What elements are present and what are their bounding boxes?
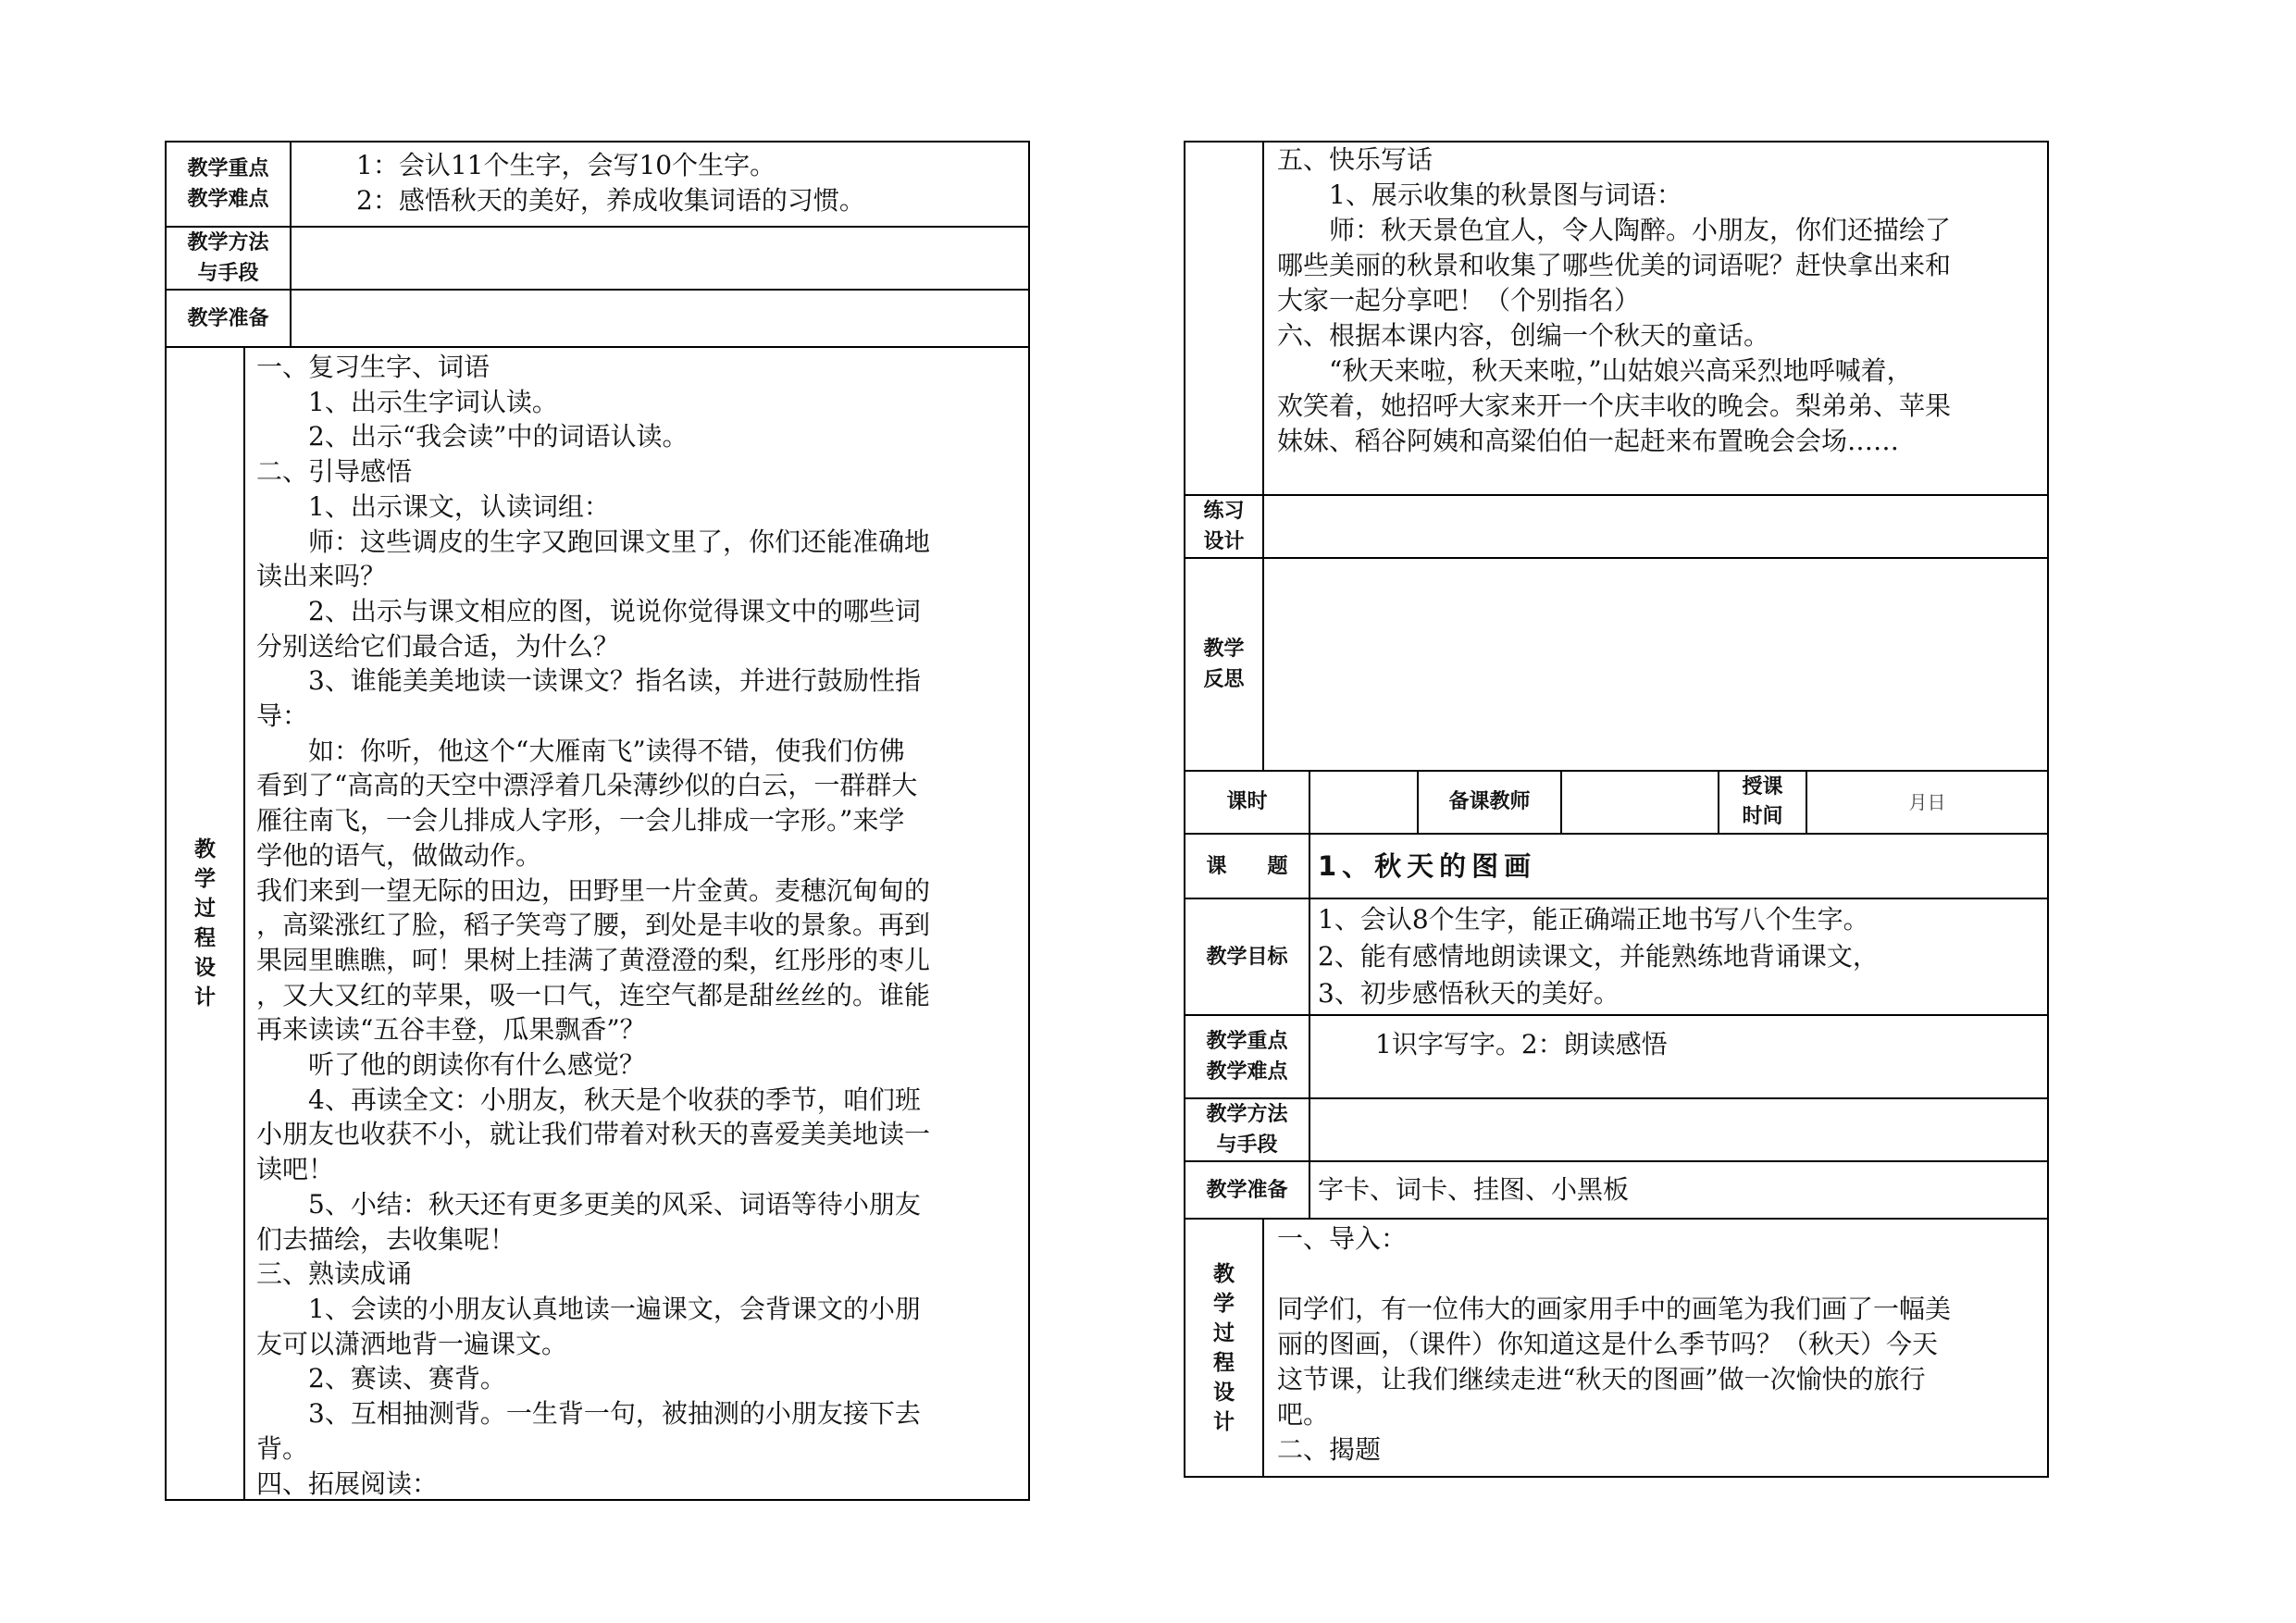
topic-value: 1、秋天的图画 [1318,850,1537,882]
right-practice-row [1185,494,2047,557]
left-key-points-label: 教学重点 教学难点 [167,142,292,226]
left-method-row [167,226,1028,289]
time-label: 授课 时间 [1719,772,1807,833]
left-key-points-row [167,142,1028,226]
goals-label: 教学目标 [1185,899,1310,1014]
right-practice-content [1264,496,2047,557]
left-process-content: 一、复习生字、词语 1、出示生字词认读。 2、出示“我会读”中的词语认读。 二、引导感悟 1、出示课文，认读词组： 师：这些调皮的生字又跑回课文里了，你们还能准确地 读出来吗？ 2、出示与课文相应的图，说说你觉得课文中的哪些词 分别送给它们最合适，为什么？ 3、谁能美美地读一读课文？指名读，并进行鼓励性指 导： 如：你听，他这个“大雁南飞”读得不错，使我们仿佛 看到了“高高的天空中漂浮着几朵薄纱似的白云，一群群大 雁往南飞，一会儿排成人字形，一会儿排成一字形。”来学 学他的语气，做做动作。 我们来到一望无际的田边，田野里一片金黄。麦穗沉甸甸的 ，高粱涨红了脸，稻子笑弯了腰，到处是丰收的景象。再到 果园里瞧瞧，呵！果树上挂满了黄澄澄的梨，红彤彤的枣儿 ，又大又红的苹果，吸一口气，连空气都是甜丝丝的。谁能 再来读读“五谷丰登，瓜果飘香”？ 听了他的朗读你有什么感觉？ 4、再读全文：小朋友，秋天是个收获的季节，咱们班 小朋友也收获不小，就让我们带着对秋天的喜爱美美地读一 读吧！ 5、小结：秋天还有更多更美的风采、词语等待小朋友 们去描绘，去收集呢！ 三、熟读成诵 1、会读的小朋友认真地读一遍课文，会背课文的小朋 友可以潇洒地背一遍课文。 2、赛读、赛背。 3、互相抽测背。一生背一句，被抽测的小朋友接下去 背。 四、拓展阅读： [256,352,931,1499]
lesson-hours-value [1310,772,1419,833]
right-header-row [1185,770,2047,833]
right-key-points-row [1185,1014,2047,1097]
right-process-row [1185,1218,2047,1476]
left-method-label: 教学方法 与手段 [167,228,292,289]
left-prep-label: 教学准备 [167,291,292,346]
right-goals-row [1185,898,2047,1014]
right-process-label: 教 学 过 程 设 计 [1185,1220,1264,1476]
lesson-hours-label: 课时 [1185,772,1310,833]
left-prep-row [167,289,1028,346]
teacher-label: 备课教师 [1419,772,1562,833]
right-page [1184,141,2049,1478]
right-prep-content: 字卡、词卡、挂图、小黑板 [1318,1174,1630,1205]
right-continued-label [1185,142,1264,494]
right-reflection-content [1264,559,2047,770]
right-key-points-label: 教学重点 教学难点 [1185,1016,1310,1097]
right-prep-label: 教学准备 [1185,1162,1310,1218]
right-method-label: 教学方法 与手段 [1185,1099,1310,1160]
left-process-row [167,346,1028,1499]
left-prep-content [292,291,1028,346]
right-reflection-label: 教学 反思 [1185,559,1264,770]
teacher-value [1562,772,1719,833]
right-key-points-content: 1识字写字。2：朗读感悟 [1375,1029,1668,1059]
right-topic-row [1185,833,2047,898]
left-method-content [292,228,1028,289]
left-page [165,141,1030,1501]
right-method-row [1185,1097,2047,1160]
right-prep-row [1185,1160,2047,1218]
time-value: 月日 [1908,791,1946,813]
right-method-content [1310,1099,2047,1160]
right-continued-content: 五、快乐写话 1、展示收集的秋景图与词语： 师：秋天景色宜人，令人陶醉。小朋友，你们还描绘了 哪些美丽的秋景和收集了哪些优美的词语呢？赶快拿出来和 大家一起分享吧！（个别指名） 六、根据本课内容，创编一个秋天的童话。 “秋天来啦，秋天来啦，”山姑娘兴高采烈地呼喊着， 欢笑着，她招呼大家来开一个庆丰收的晚会。梨弟弟、苹果 妹妹、稻谷阿姨和高粱伯伯一起赶来布置晚会会场…… [1277,144,1952,456]
right-continued-row [1185,142,2047,494]
right-reflection-row [1185,557,2047,770]
right-process-content: 一、导入： 同学们，有一位伟大的画家用手中的画笔为我们画了一幅美 丽的图画，（课件）你知道这是什么季节吗？（秋天）今天 这节课，让我们继续走进“秋天的图画”做一次愉快的旅行 吧。 二、揭题 [1277,1223,1952,1465]
goals-content: 1、会认8个生字，能正确端正地书写八个生字。 2、能有感情地朗读课文，并能熟练地背诵课文， 3、初步感悟秋天的美好。 [1318,904,1879,1009]
right-practice-label: 练习 设计 [1185,496,1264,557]
left-process-label: 教 学 过 程 设 计 [167,348,245,1499]
topic-label: 课 题 [1185,835,1310,898]
left-key-points-content: 1：会认11个生字，会写10个生字。 2：感悟秋天的美好，养成收集词语的习惯。 [356,150,865,216]
